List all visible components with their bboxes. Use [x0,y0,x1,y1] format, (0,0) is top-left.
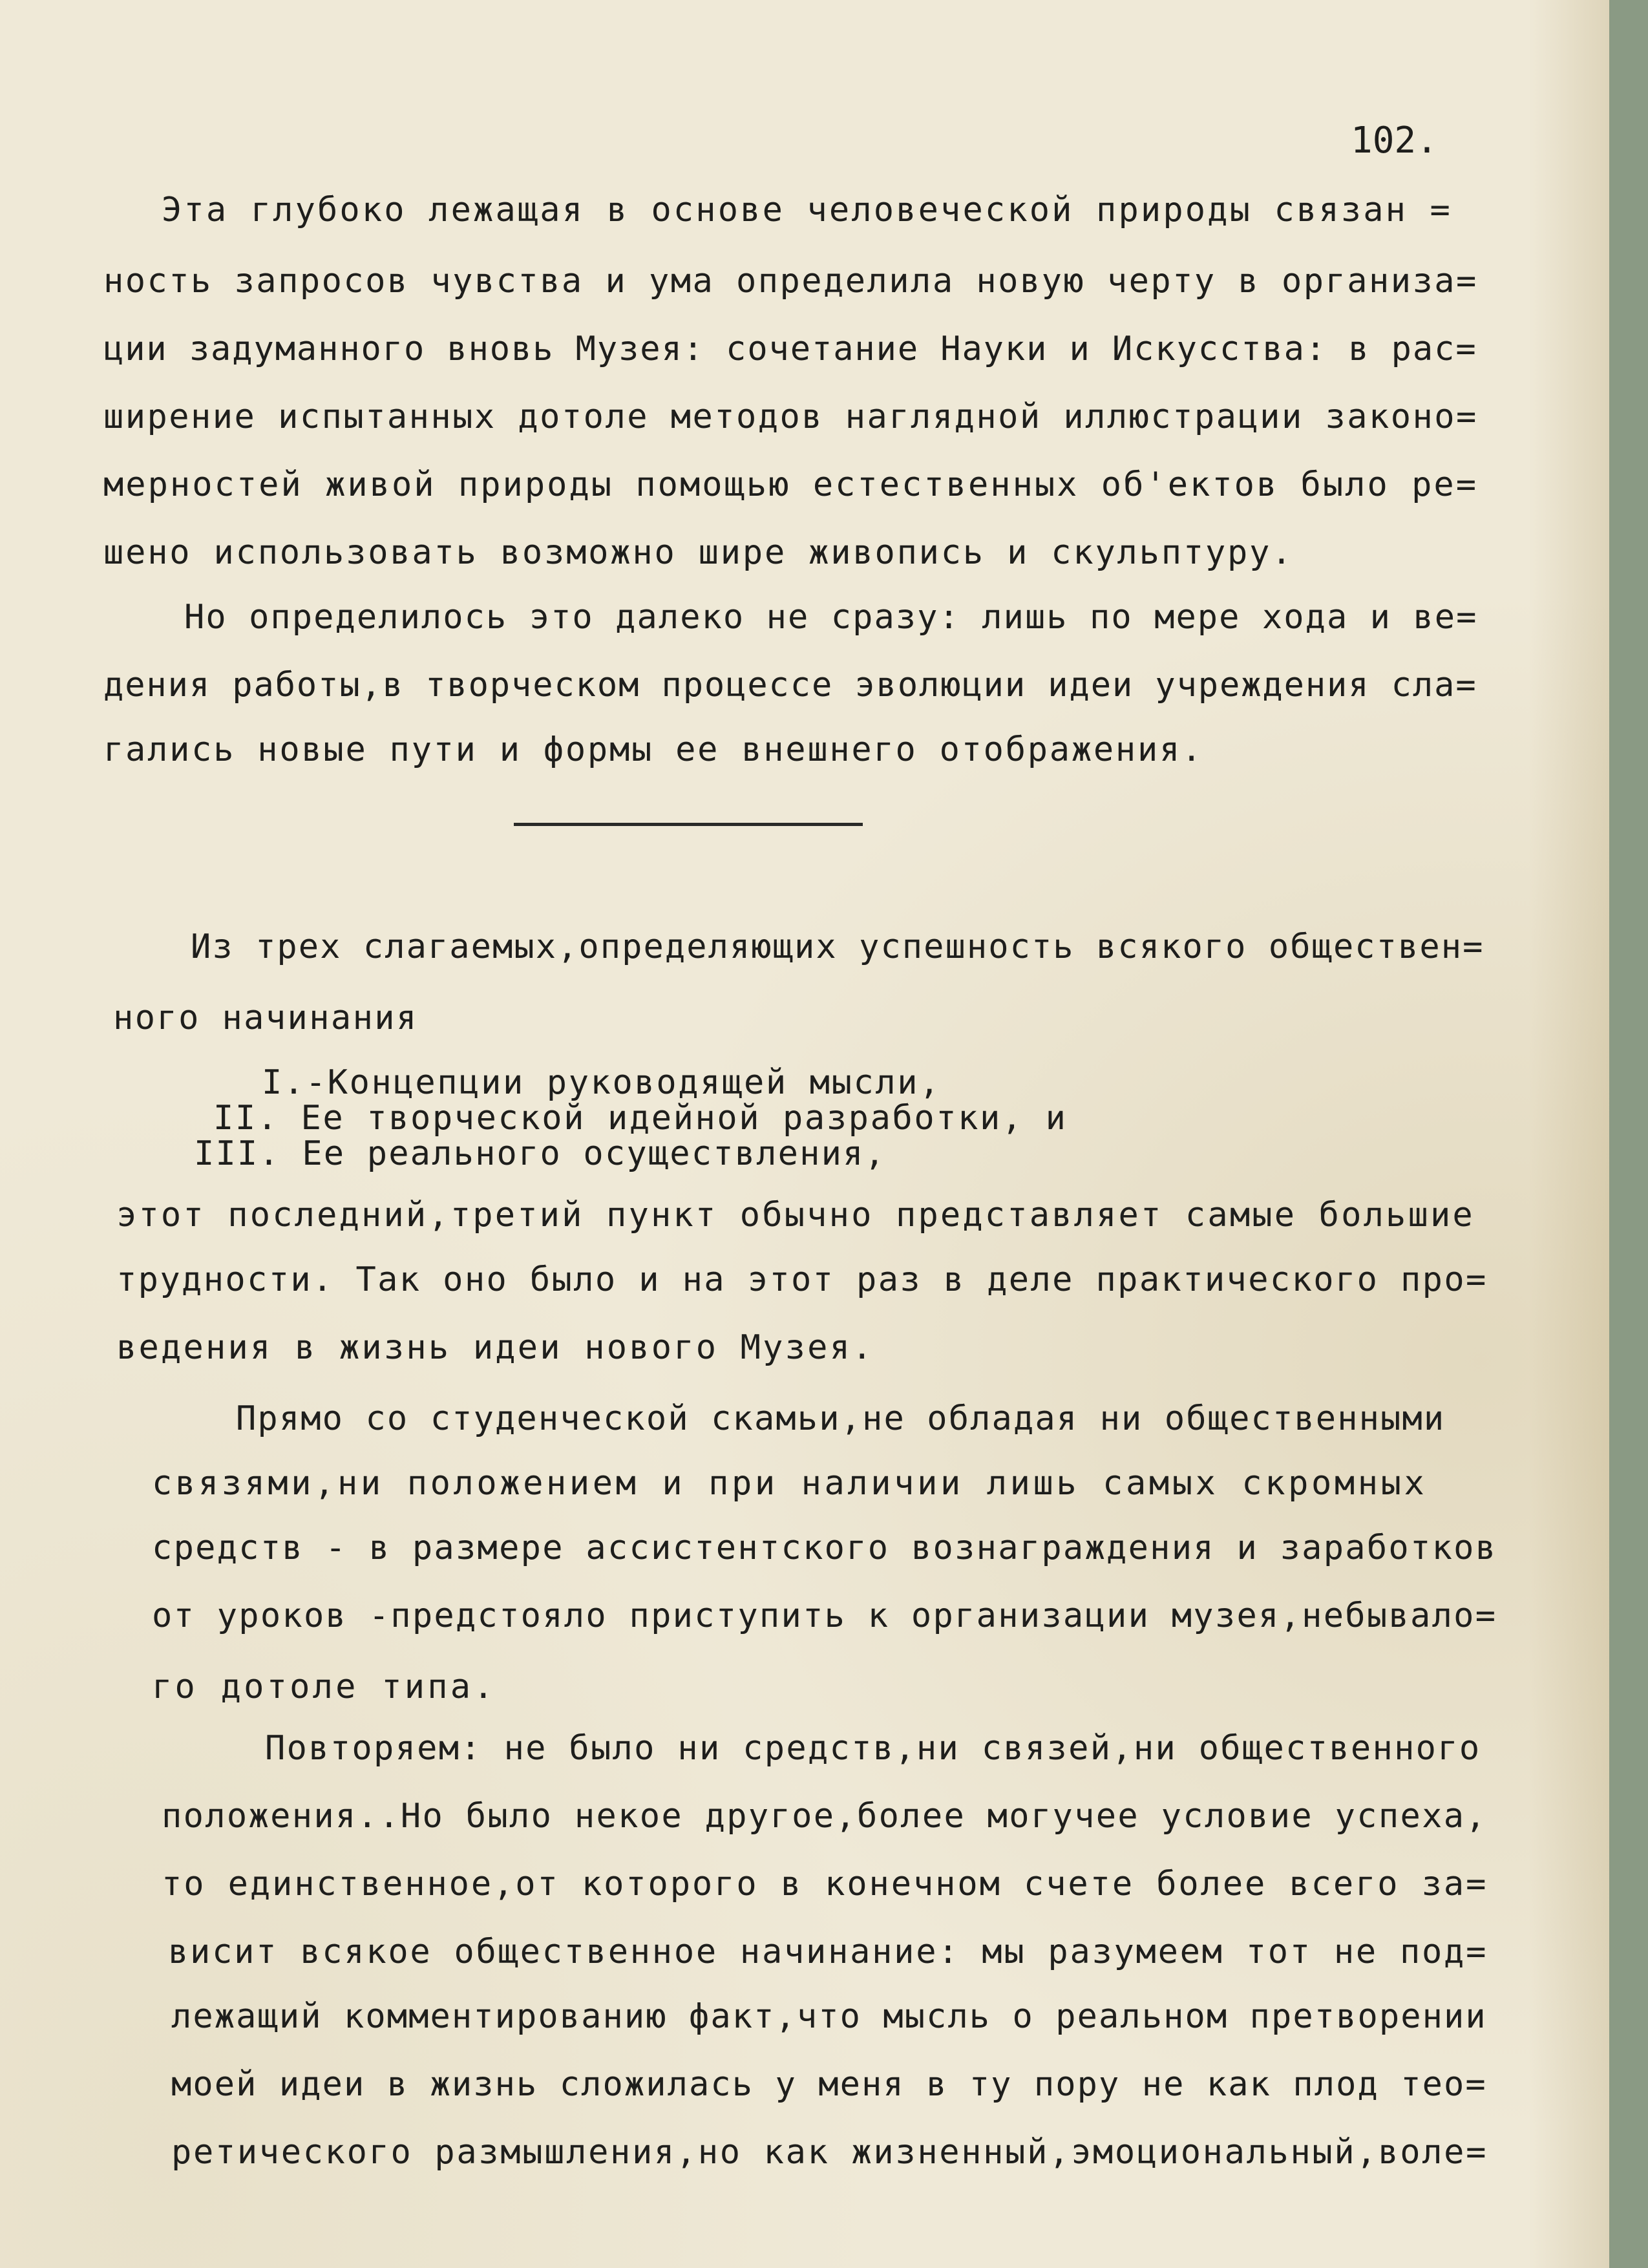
text-line: ность запросов чувства и ума определила новую черту в организа= [103,262,1478,301]
text-line: от уроков -предстояло приступить к организации музея,небывало= [152,1596,1497,1635]
text-line: шено использовать возможно шире живопись и скульптуру. [103,533,1294,572]
list-item: I.-Концепции руководящей мысли, [262,1063,942,1102]
text-line: ведения в жизнь идеи нового Музея. [116,1328,874,1367]
text-line: дения работы,в творческом процессе эволюции идеи учреждения сла= [103,666,1477,705]
list-item: III. Ее реального осуществления, [194,1134,886,1173]
text-line: Из трех слагаемых,определяющих успешность всякого обществен= [191,927,1484,966]
text-line: ного начинания [113,999,418,1037]
list-item: II. Ее творческой идейной разработки, и [213,1099,1068,1138]
text-line: Но определилось это далеко не сразу: лишь по мере хода и ве= [184,598,1478,637]
text-line: положения..Но было некое другое,более могучее условие успеха, [162,1797,1488,1836]
text-line: Повторяем: не было ни средств,ни связей,ни общественного [265,1729,1481,1768]
text-line: Прямо со студенческой скамьи,не обладая ни общественными [236,1399,1446,1438]
text-line: то единственное,от которого в конечном счете более всего за= [162,1865,1488,1903]
text-line: этот последний,третий пункт обычно представляет самые большие [116,1196,1475,1235]
section-divider [514,823,863,826]
text-line: висит всякое общественное начинание: мы разумеем тот не под= [168,1933,1488,1971]
text-line: моей идеи в жизнь сложилась у меня в ту пору не как плод тео= [171,2065,1487,2104]
text-line: связями,ни положением и при наличии лишь самых скромных [152,1464,1428,1503]
background-edge [1609,0,1648,2268]
text-line: го дотоле типа. [152,1668,496,1706]
text-line: ширение испытанных дотоле методов наглядной иллюстрации законо= [103,397,1478,436]
text-line: мерностей живой природы помощью естественных об'ектов было ре= [103,465,1479,504]
text-line: ретического размышления,но как жизненный,эмоциональный,воле= [171,2133,1488,2172]
text-line: средств - в размере ассистентского вознаграждения и заработков [152,1529,1497,1567]
text-line: лежащий комментированию факт,что мысль о реальном претворении [171,1997,1487,2036]
text-line: гались новые пути и формы ее внешнего отображения. [103,730,1204,769]
text-line: трудности. Так оно было и на этот раз в деле практического про= [116,1260,1488,1299]
text-line: Эта глубоко лежащая в основе человеческой природы связан = [162,191,1452,229]
text-line: ции задуманного вновь Музея: сочетание Науки и Искусства: в рас= [103,330,1477,368]
page-number: 102. [1351,120,1438,162]
